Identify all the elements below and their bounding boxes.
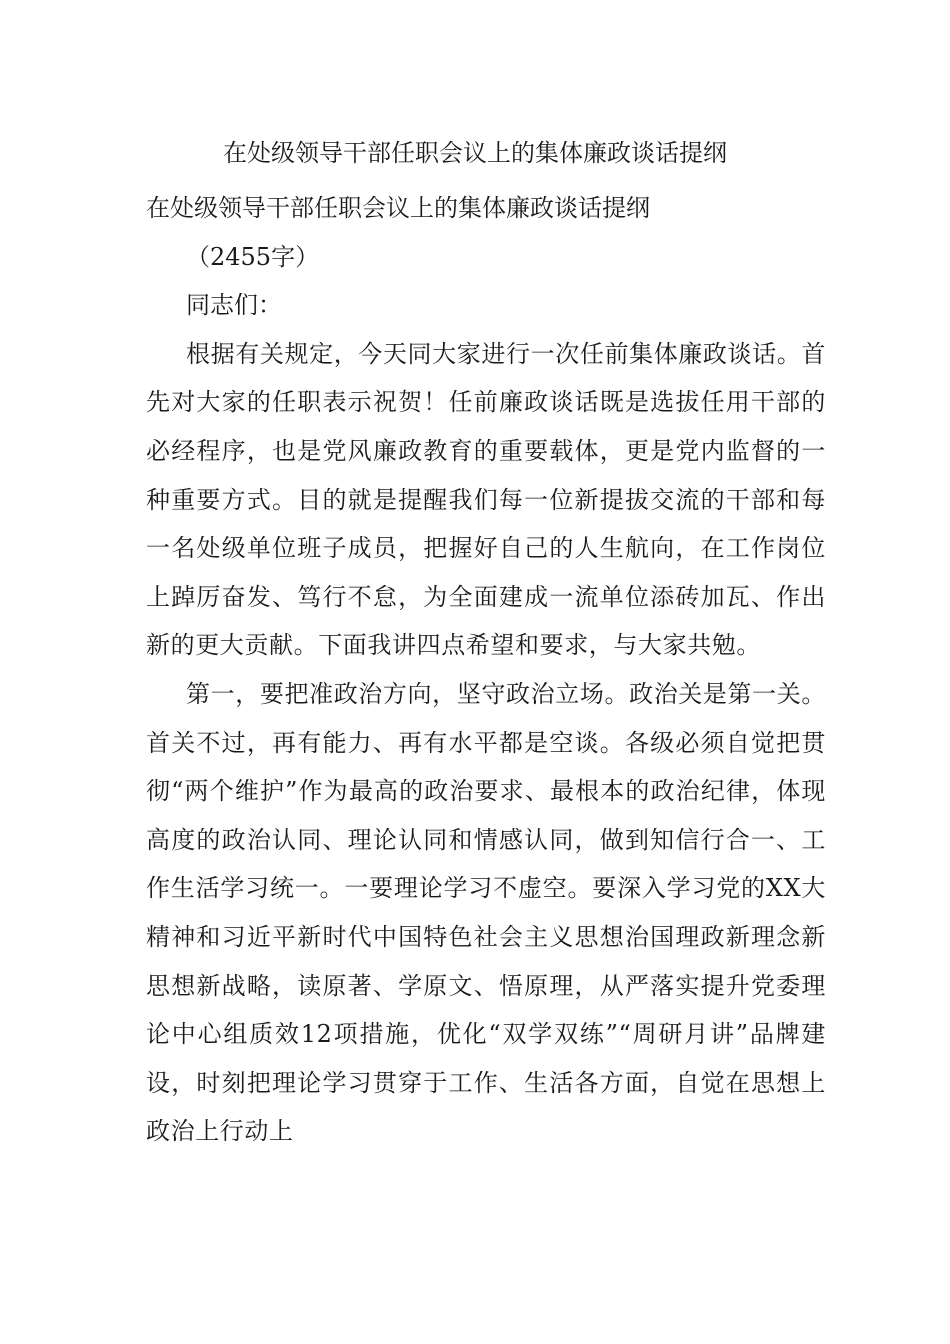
word-count: （2455字） [186,242,320,271]
paragraph-first-point: 第一，要把准政治方向，坚守政治立场。政治关是第一关。首关不过，再有能力、再有水平都是空谈。各级必须自觉把贯彻“两个维护”作为最高的政治要求、最根本的政治纪律，体现高度的政治认同、理论认同和情感认同，做到知信行合一、工作生活学习统一。一要理论学习不虚空。要深入学习党的XX大精神和习近平新时代中国特色社会主义思想治国理政新理念新思想新战略，读原著、学原文、悟原理，从严落实提升党委理论中心组质效12项措施，优化“双学双练”“周研月讲”品牌建设，时刻把理论学习贯穿于工作、生活各方面，自觉在思想上政治上行动上 [146,679,826,1146]
salutation: 同志们： [186,291,282,320]
document-title: 在处级领导干部任职会议上的集体廉政谈话提纲 [223,139,727,167]
paragraph-intro: 根据有关规定，今天同大家进行一次任前集体廉政谈话。首先对大家的任职表示祝贺！任前廉政谈话既是选拔任用干部的必经程序，也是党风廉政教育的重要载体，更是党内监督的一种重要方式。目的就是提醒我们每一位新提拔交流的干部和每一名处级单位班子成员，把握好自己的人生航向，在工作岗位上踔厉奋发、笃行不怠，为全面建成一流单位添砖加瓦、作出新的更大贡献。下面我讲四点希望和要求，与大家共勉。 [146,339,826,660]
document-subtitle: 在处级领导干部任职会议上的集体廉政谈话提纲 [146,194,650,222]
document-body [146,184,826,1156]
